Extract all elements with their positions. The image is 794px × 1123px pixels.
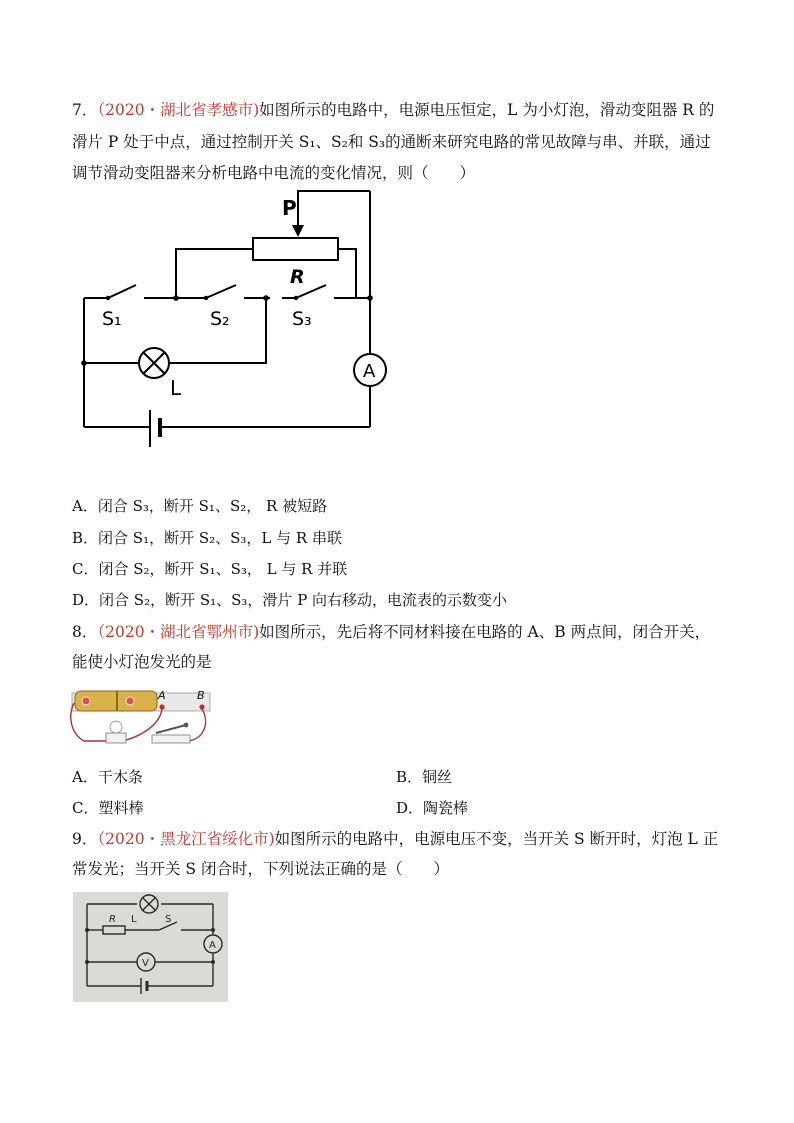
q7-option-b[interactable]: B．闭合 S₁，断开 S₂、S₃，L 与 R 串联 [72,529,342,547]
q7-text-1: 如图所示的电路中，电源电压恒定，L 为小灯泡，滑动变阻器 R 的 [259,101,715,119]
q7-line-2: 滑片 P 处于中点，通过控制开关 S₁、S₂和 S₃的通断来研究电路的常见故障与串、并联，通过 [72,133,711,151]
q7-label-s1: S₁ [102,308,122,330]
q9-label-r: R [109,914,116,925]
q9-number: 9． [72,830,98,848]
q8-text-1: 如图所示，先后将不同材料接在电路的 A、B 两点间，闭合开关， [259,623,711,641]
q8-number: 8． [72,623,98,641]
q8-source: （2020・湖北省鄂州市) [97,623,260,641]
q8-line-1 [72,622,710,642]
q9-text-1: 如图所示的电路中，电源电压不变，当开关 S 断开时，灯泡 L 正 [274,830,719,848]
q7-label-s2: S₂ [210,308,230,330]
q7-label-l: L [170,376,182,400]
q9-voltmeter-label: V [142,958,149,969]
q7-option-a[interactable]: A．闭合 S₃，断开 S₁、S₂， R 被短路 [72,497,328,515]
q8-line-2: 能使小灯泡发光的是 [72,653,212,671]
q7-number: 7． [72,101,98,119]
q8-option-c[interactable]: C．塑料棒 [72,799,144,817]
q8-label-b: B [197,689,205,702]
q8-apparatus-figure [70,685,212,750]
q7-option-d[interactable]: D．闭合 S₂，断开 S₁、S₃，滑片 P 向右移动，电流表的示数变小 [72,591,508,609]
q8-label-a: A [158,689,166,702]
q9-label-l: L [131,914,137,925]
q7-line-1 [72,100,714,120]
q9-ammeter-label: A [209,940,216,951]
q7-option-c[interactable]: C．闭合 S₂，断开 S₁、S₃， L 与 R 并联 [72,560,348,578]
q7-line-3: 调节滑动变阻器来分析电路中电流的变化情况，则（ ） [72,164,476,182]
q7-source: （2020・湖北省孝感市) [97,101,260,119]
q9-circuit-diagram [73,892,228,1002]
q7-label-r: R [290,266,305,288]
q9-line-1 [72,829,718,849]
q9-label-s: S [165,914,172,925]
q9-line-2: 常发光；当开关 S 闭合时，下列说法正确的是（ ） [72,860,449,878]
q7-label-p: P [282,196,297,220]
q9-source: （2020・黑龙江省绥化市) [97,830,275,848]
q8-option-b[interactable]: B．铜丝 [396,768,453,786]
q7-circuit-diagram [70,185,390,460]
q8-option-a[interactable]: A．干木条 [72,768,143,786]
q7-ammeter-label: A [363,361,376,382]
q7-label-s3: S₃ [292,308,312,330]
q8-option-d[interactable]: D．陶瓷棒 [396,799,469,817]
